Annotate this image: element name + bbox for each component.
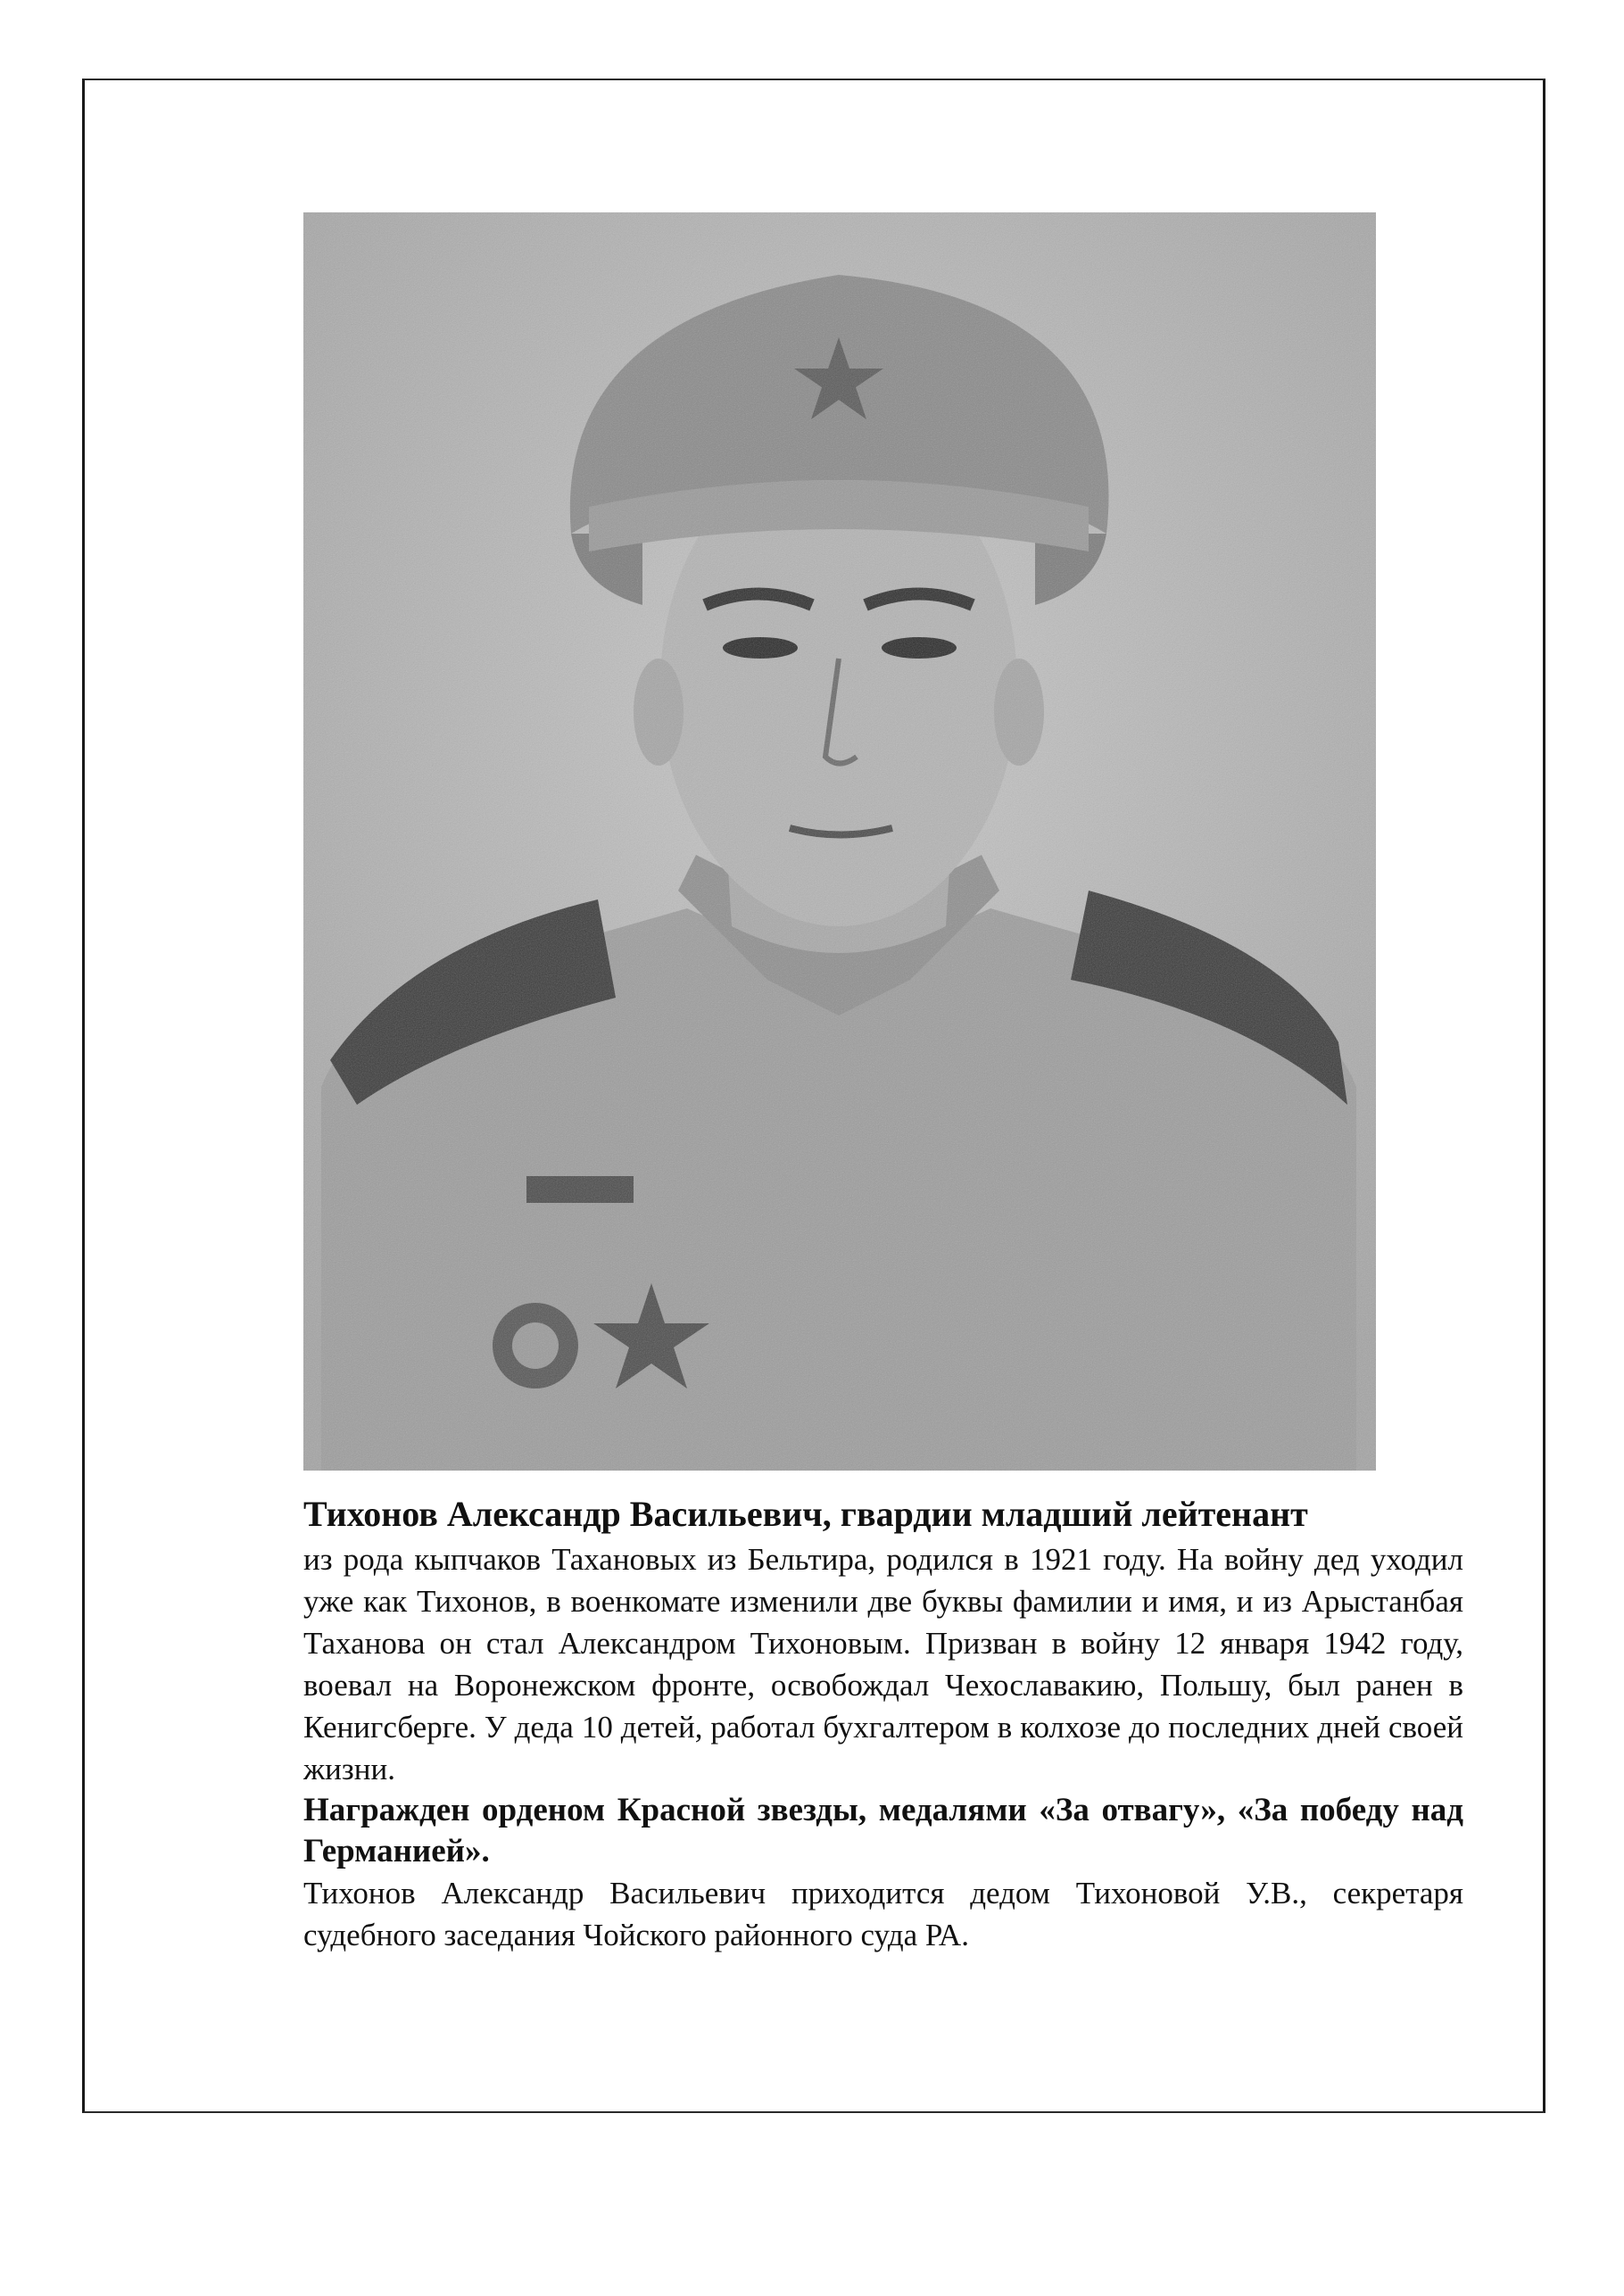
portrait-photo <box>303 212 1376 1471</box>
caption <box>303 1490 1463 1956</box>
awards: Награжден орденом Красной звезды, медалями «За отвагу», «За победу над Германией». <box>303 1792 1463 1869</box>
heading: Тихонов Александр Васильевич, гвардии младший лейтенант <box>303 1494 1308 1534</box>
relation-note: Тихонов Александр Васильевич приходится дедом Тихоновой У.В., секретаря судебного заседания Чойского районного суда РА. <box>303 1876 1463 1952</box>
biography: из рода кыпчаков Тахановых из Бельтира, родился в 1921 году. На войну дед уходил уже как Тихонов, в военкомате изменили две буквы фамилии и имя, и из Арыстанбая Таханова он стал Александром Тихоновым. Призван в войну 12 января 1942 году, воевал на Воронежском фронте, освобождал Чехославакию, Польшу, был ранен в Кенигсберге. У деда 10 детей, работал бухгалтером в колхозе до последних дней своей жизни. <box>303 1542 1463 1786</box>
portrait-illustration <box>303 212 1376 1471</box>
